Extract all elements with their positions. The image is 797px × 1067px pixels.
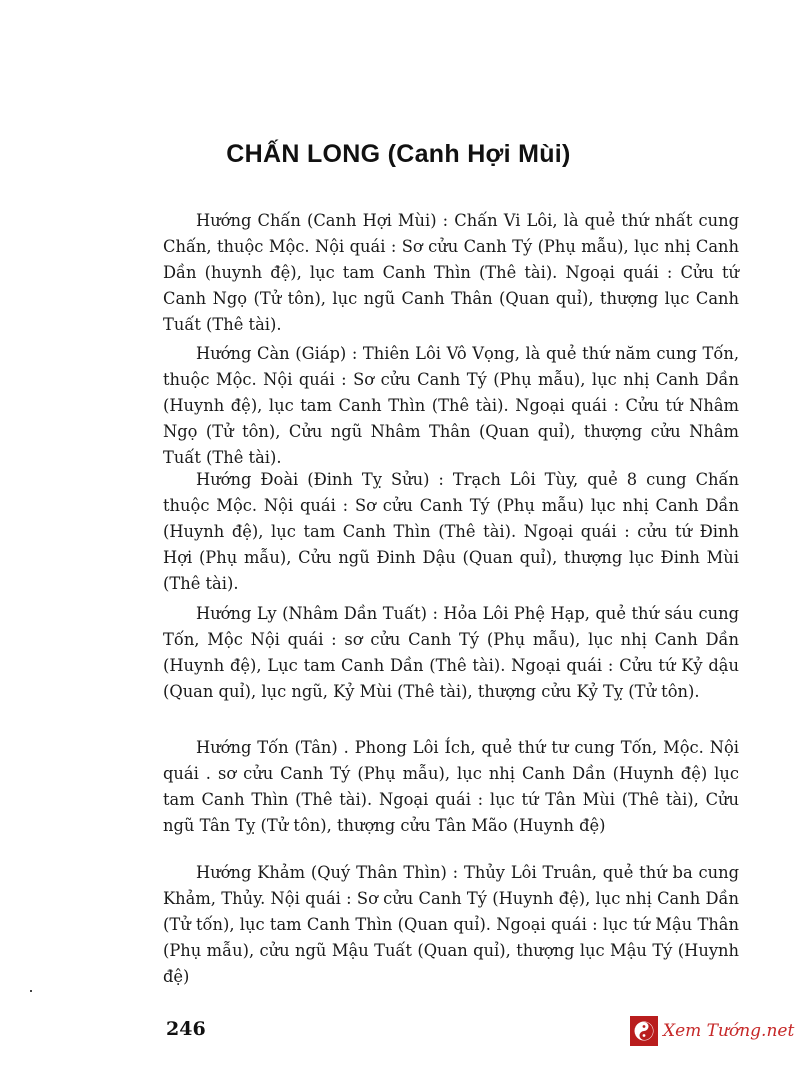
paragraph-huong-ly: Hướng Ly (Nhâm Dần Tuất) : Hỏa Lôi Phệ Hạp, quẻ thứ sáu cung Tốn, Mộc Nội quái : sơ cửu Canh Tý (Phụ mẫu), lục nhị Canh Dần (Huynh đệ), Lục tam Canh Dần (Thê tài). Ngoại quái : Cửu tứ Kỷ dậu (Quan quỉ), lục ngũ, Kỷ Mùi (Thê tài), thượng cửu Kỷ Tỵ (Tử tôn). [163, 604, 739, 701]
page-number: 246 [166, 1018, 206, 1040]
paragraph-huong-ton: Hướng Tốn (Tân) . Phong Lôi Ích, quẻ thứ tư cung Tốn, Mộc. Nội quái . sơ cửu Canh Tý (Phụ mẫu), lục nhị Canh Dần (Huynh đệ) lục tam Canh Thìn (Thê tài). Ngoại quái : lục tứ Tân Mùi (Thê tài), Cửu ngũ Tân Tỵ (Tử tôn), thượng cửu Tân Mão (Huynh đệ) [163, 738, 739, 835]
watermark-text: Xem Tướng.net [663, 1021, 795, 1041]
watermark [630, 1016, 794, 1046]
paragraph-huong-can: Hướng Càn (Giáp) : Thiên Lôi Vô Vọng, là quẻ thứ năm cung Tốn, thuộc Mộc. Nội quái : Sơ cửu Canh Tý (Phụ mẫu), lục nhị Canh Dần (Huynh đệ), lục tam Canh Thìn (Thê tài). Ngoại quái : Cửu tứ Nhâm Ngọ (Tử tôn), Cửu ngũ Nhâm Thân (Quan quỉ), thượng cửu Nhâm Tuất (Thê tài). [163, 344, 739, 467]
yin-yang-icon [630, 1016, 658, 1046]
paragraph-huong-doai: Hướng Đoài (Đinh Tỵ Sửu) : Trạch Lôi Tùy, quẻ 8 cung Chấn thuộc Mộc. Nội quái : Sơ cửu Canh Tý (Phụ mẫu) lục nhị Canh Dần (Huynh đệ), lục tam Canh Thìn (Thê tài). Ngoại quái : cửu tứ Đinh Hợi (Phụ mẫu), Cửu ngũ Đinh Dậu (Quan quỉ), thượng lục Đinh Mùi (Thê tài). [163, 470, 739, 593]
scan-speck [30, 990, 32, 992]
paragraph-huong-chan: Hướng Chấn (Canh Hợi Mùi) : Chấn Vi Lôi, là quẻ thứ nhất cung Chấn, thuộc Mộc. Nội quái : Sơ cửu Canh Tý (Phụ mẫu), lục nhị Canh Dần (huynh đệ), lục tam Canh Thìn (Thê tài). Ngoại quái : Cửu tứ Canh Ngọ (Tử tôn), lục ngũ Canh Thân (Quan quỉ), thượng lục Canh Tuất (Thê tài). [163, 211, 739, 334]
paragraph-huong-kham: Hướng Khảm (Quý Thân Thìn) : Thủy Lôi Truân, quẻ thứ ba cung Khảm, Thủy. Nội quái : Sơ cửu Canh Tý (Huynh đệ), lục nhị Canh Dần (Tử tốn), lục tam Canh Thìn (Quan quỉ). Ngoại quái : lục tứ Mậu Thân (Phụ mẫu), cửu ngũ Mậu Tuất (Quan quỉ), thượng lục Mậu Tý (Huynh đệ) [163, 863, 739, 986]
page-title: CHẤN LONG (Canh Hợi Mùi) [226, 140, 571, 168]
